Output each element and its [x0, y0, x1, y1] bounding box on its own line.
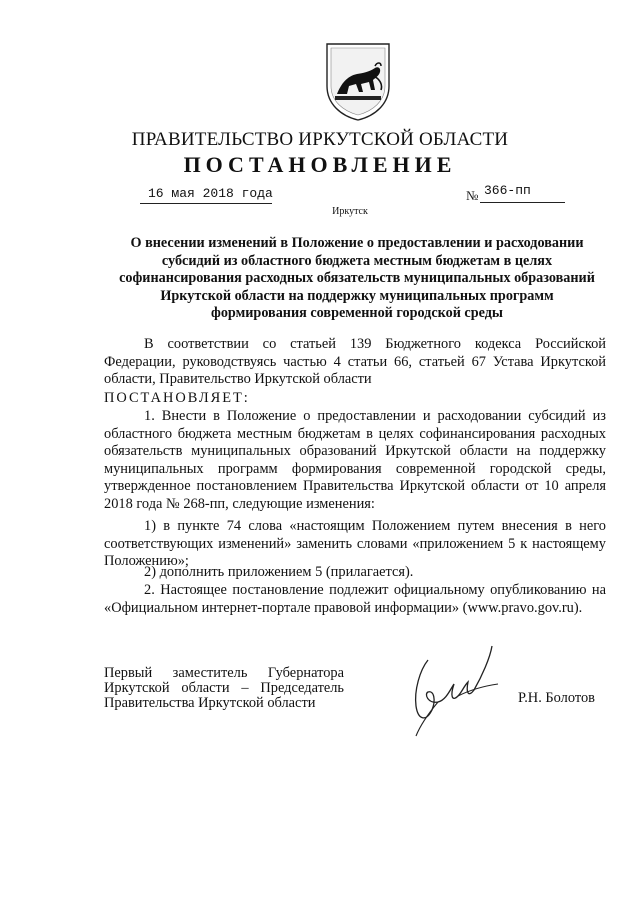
document-city: Иркутск — [332, 206, 368, 217]
signatory-position-line: Правительства Иркутской области — [104, 695, 316, 711]
signatory-name: Р.Н. Болотов — [518, 690, 595, 706]
signatory-position-line: Первый заместитель Губернатора — [104, 665, 344, 681]
coat-of-arms-emblem — [323, 40, 393, 122]
clause-2: 2. Настоящее постановление подлежит официальному опубликованию на «Официальном интернет-портале правовой информации» (www.pravo.gov.ru). — [104, 582, 606, 616]
document-number: 366-пп — [484, 183, 531, 198]
handwritten-signature — [398, 640, 508, 740]
clause-1-sub-2: 2) дополнить приложением 5 (прилагается). — [144, 564, 414, 580]
clause-1-sub-1: 1) в пункте 74 слова «настоящим Положением путем внесения в него соответствующих изменений» заменить словами «приложением 5 к настоящему Положению»; — [104, 518, 606, 570]
government-name: ПРАВИТЕЛЬСТВО ИРКУТСКОЙ ОБЛАСТИ — [131, 129, 509, 150]
signatory-position-line: Иркутской области – Председатель — [104, 680, 344, 696]
signatory-position — [104, 666, 344, 711]
number-sign: № — [466, 188, 479, 203]
date-underline — [140, 203, 272, 204]
clause-1: 1. Внести в Положение о предоставлении и расходовании субсидий из областного бюджета местным бюджетам в целях софинансирования расходных обязательств муниципальных образований Иркутской области на поддержку муниципальных программ формирования современной городской среды, утвержденное постановлением Правительства Иркутской области от 10 апреля 2018 года № 268-пп, следующие изменения: — [104, 408, 606, 512]
document-type: ПОСТАНОВЛЕНИЕ — [183, 152, 457, 177]
document-title: О внесении изменений в Положение о предоставлении и расходовании субсидий из областного бюджета местным бюджетам в целях софинансирования расходных обязательств муниципальных образований Иркутской области на поддержку муниципальных программ формирования современной городской среды — [119, 235, 595, 322]
document-date: 16 мая 2018 года — [148, 186, 273, 201]
preamble-paragraph: В соответствии со статьей 139 Бюджетного кодекса Российской Федерации, руководствуясь частью 4 статьи 66, статьей 67 Устава Иркутской области, Правительство Иркутской области — [104, 336, 606, 388]
resolves-heading: ПОСТАНОВЛЯЕТ: — [104, 390, 250, 406]
number-underline — [480, 202, 565, 203]
